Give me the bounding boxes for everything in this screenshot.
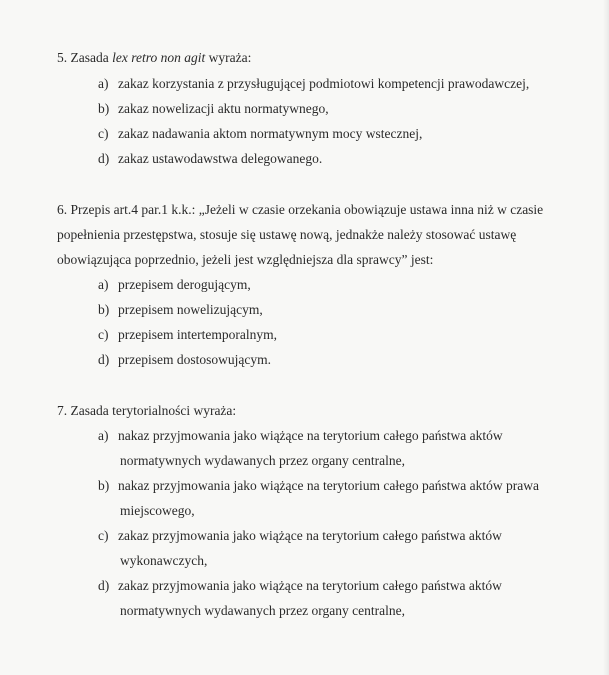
option-text: przepisem derogującym, <box>118 277 251 292</box>
option-a-continuation: normatywnych wydawanych przez organy centralne, <box>120 453 406 468</box>
option-text: przepisem intertemporalnym, <box>118 327 277 342</box>
option-d <box>98 578 502 594</box>
option-letter: c) <box>98 528 109 543</box>
option-b <box>98 101 329 117</box>
stem-latin-phrase: lex retro non agit <box>112 50 206 65</box>
option-letter: c) <box>98 327 109 342</box>
question-6-stem-line-2: popełnienia przestępstwa, stosuje się ustawę nową, jednakże należy stosować ustawę <box>57 227 517 242</box>
option-text: nakaz przyjmowania jako wiążące na terytorium całego państwa aktów <box>118 428 503 443</box>
scan-edge-shadow <box>603 0 609 675</box>
option-text: zakaz ustawodawstwa delegowanego. <box>118 151 323 166</box>
option-text: zakaz nowelizacji aktu normatywnego, <box>118 101 329 116</box>
option-d <box>98 151 322 167</box>
option-a <box>98 428 503 444</box>
option-text: nakaz przyjmowania jako wiążące na terytorium całego państwa aktów prawa <box>118 478 539 493</box>
option-d <box>98 352 271 368</box>
question-number: 7. <box>57 403 68 418</box>
option-letter: c) <box>98 126 109 141</box>
option-b <box>98 478 539 494</box>
option-b <box>98 302 263 318</box>
option-d-continuation: normatywnych wydawanych przez organy centralne, <box>120 603 406 618</box>
option-letter: d) <box>98 151 110 166</box>
option-text: zakaz korzystania z przysługującej podmiotowi kompetencji prawodawczej, <box>118 76 530 91</box>
option-text: zakaz nadawania aktom normatywnym mocy wstecznej, <box>118 126 423 141</box>
option-c <box>98 126 422 142</box>
option-letter: d) <box>98 578 110 593</box>
stem-text: Zasada <box>70 50 113 65</box>
option-letter: d) <box>98 352 110 367</box>
question-number: 5. <box>57 50 68 65</box>
question-6-stem-line-1 <box>57 202 543 218</box>
stem-text: Zasada terytorialności wyraża: <box>70 403 237 418</box>
option-c-continuation: wykonawczych, <box>120 553 208 568</box>
option-b-continuation: miejscowego, <box>120 503 195 518</box>
option-text: zakaz przyjmowania jako wiążące na terytorium całego państwa aktów <box>118 578 502 593</box>
option-c <box>98 528 502 544</box>
option-letter: b) <box>98 101 110 116</box>
question-number: 6. <box>57 202 68 217</box>
question-7-stem <box>57 403 236 419</box>
option-c <box>98 327 277 343</box>
stem-text: Przepis art.4 par.1 k.k.: „Jeżeli w czasie orzekania obowiązuje ustawa inna niż w czasie <box>70 202 544 217</box>
option-a <box>98 76 529 92</box>
stem-text: wyraża: <box>205 50 252 65</box>
option-letter: a) <box>98 277 109 292</box>
option-letter: b) <box>98 302 110 317</box>
option-text: przepisem nowelizującym, <box>118 302 263 317</box>
option-text: zakaz przyjmowania jako wiążące na terytorium całego państwa aktów <box>118 528 502 543</box>
option-letter: a) <box>98 76 109 91</box>
question-5-stem <box>57 50 251 66</box>
option-text: przepisem dostosowującym. <box>118 352 271 367</box>
option-letter: b) <box>98 478 110 493</box>
option-letter: a) <box>98 428 109 443</box>
question-6-stem-line-3: obowiązująca poprzednio, jeżeli jest względniejsza dla sprawcy” jest: <box>57 252 434 267</box>
option-a <box>98 277 251 293</box>
